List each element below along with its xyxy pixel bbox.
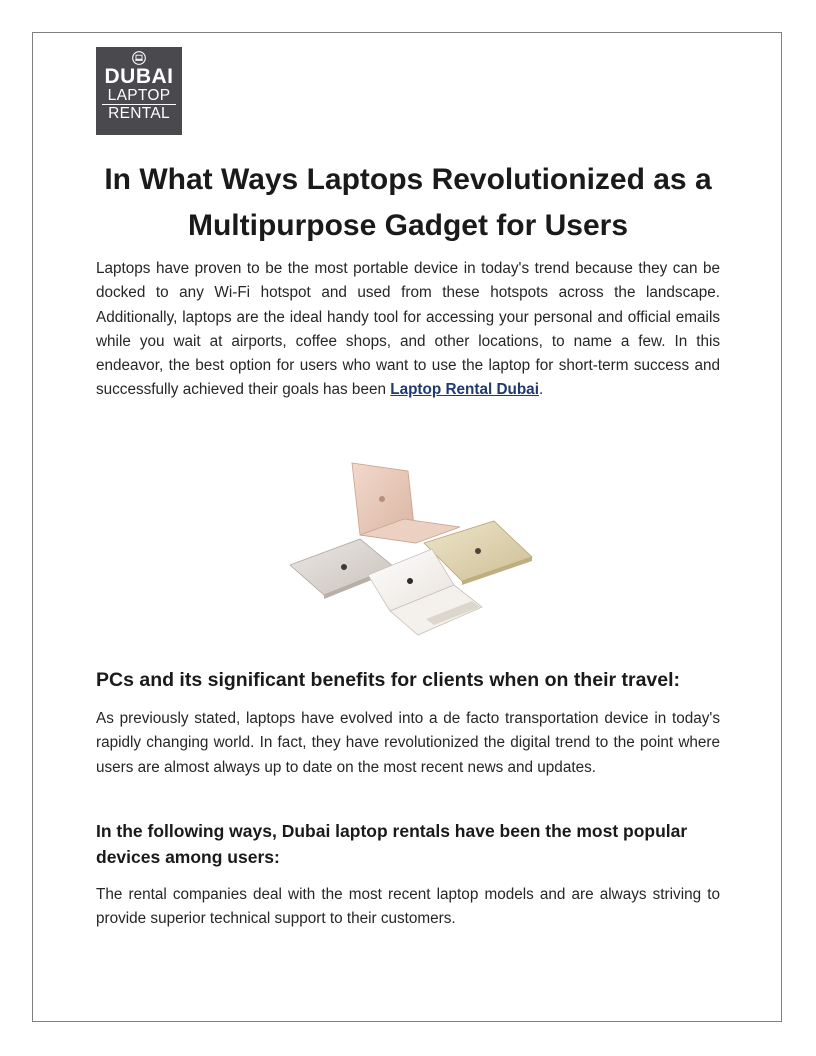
laptop-icon xyxy=(131,51,147,65)
company-logo xyxy=(96,47,182,135)
section2-paragraph: The rental companies deal with the most recent laptop models and are always striving to provide superior technical support to their customers. xyxy=(96,886,720,928)
laptop-rental-dubai-link[interactable]: Laptop Rental Dubai xyxy=(390,381,539,399)
intro-text: Laptops have proven to be the most portable device in today's trend because they can be docked to any Wi-Fi hotspot and used from these hotspots across the landscape. Additionally, laptops are the ideal handy tool for accessing your personal and official emails while you wait at airports, coffee shops, and other locations, to name a few. In this endeavor, the best option for users who want to use the laptop for short-term success and successfully achieved their goals has been xyxy=(96,260,720,399)
logo-text-rental: RENTAL xyxy=(102,104,176,122)
laptops-image xyxy=(276,457,540,639)
section1-paragraph: As previously stated, laptops have evolved into a de facto transportation device in today's rapidly changing world. In fact, they have revolutionized the digital trend to the point where users are almost always up to date on the most recent news and updates. xyxy=(96,710,720,776)
intro-text-end: . xyxy=(538,381,544,399)
section2-heading: In the following ways, Dubai laptop rentals have been the most popular devices among users: xyxy=(96,821,688,867)
section1-heading: PCs and its significant benefits for clients when on their travel: xyxy=(96,669,681,691)
page-title: In What Ways Laptops Revolutionized as a Multipurpose Gadget for Users xyxy=(104,163,712,242)
logo-text-laptop: LAPTOP xyxy=(107,87,171,104)
intro-paragraph xyxy=(96,257,720,403)
logo-text-dubai: DUBAI xyxy=(104,65,174,88)
